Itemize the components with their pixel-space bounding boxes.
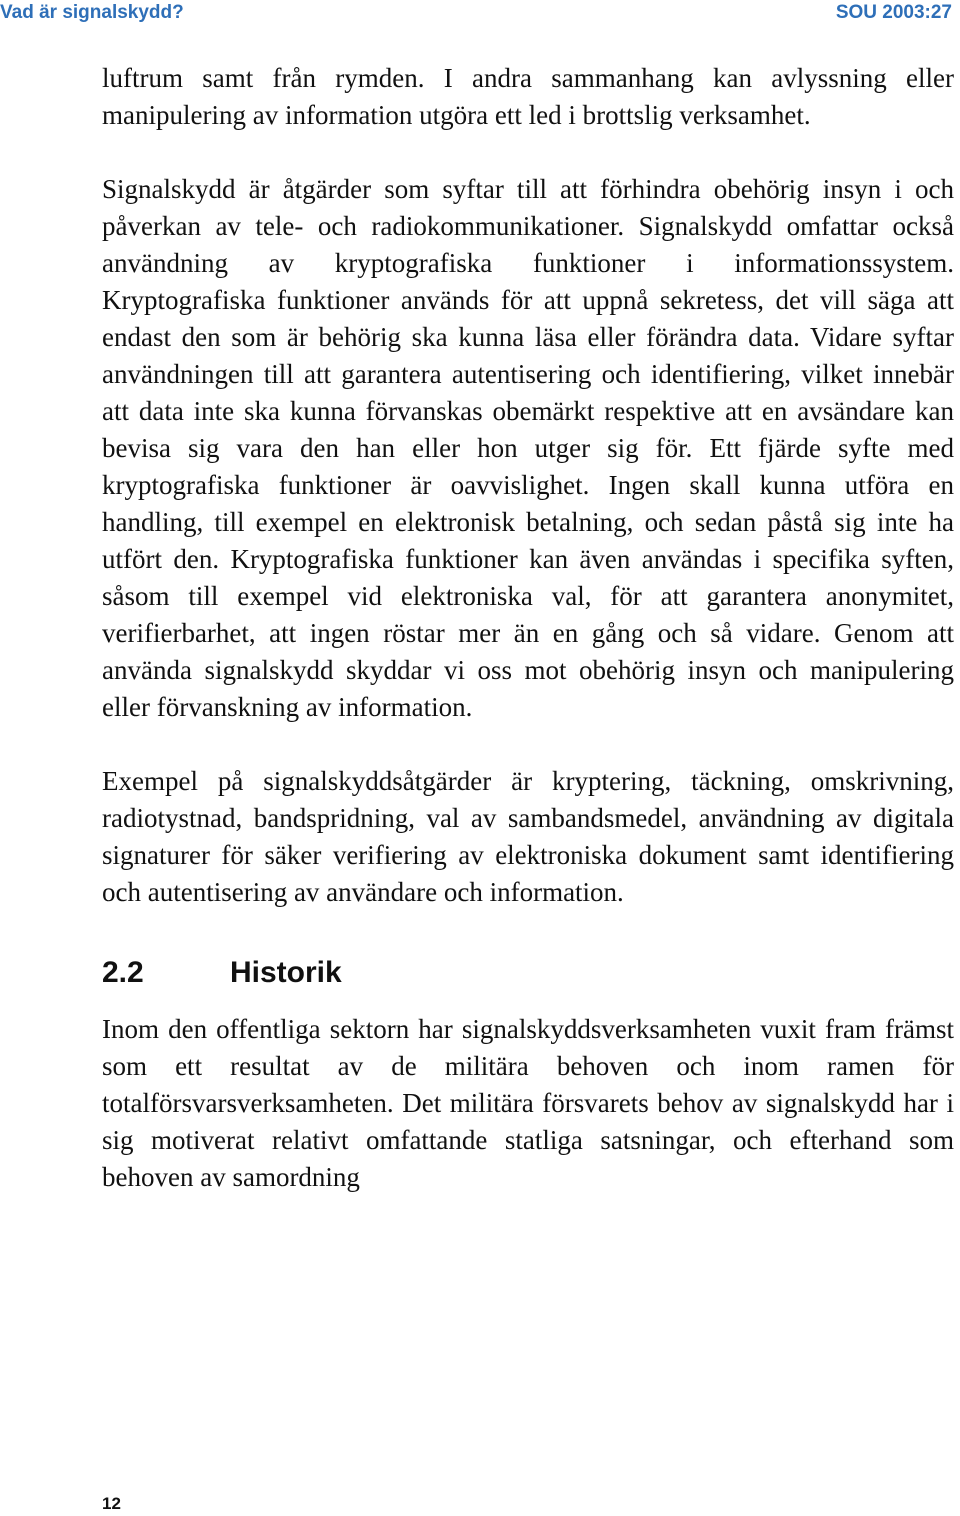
section-title: Historik — [230, 956, 342, 989]
page-number: 12 — [102, 1494, 121, 1513]
paragraph-signalskydd-examples: Exempel på signalskyddsåtgärder är kryptering, täckning, omskrivning, radiotystnad, bandspridning, val av sambandsmedel, användning av digitala signaturer för säker verifiering av elektroniska dokument samt identifiering och autentisering av användare och information. — [102, 766, 954, 907]
header-document-id: SOU 2003:27 — [835, 2, 952, 23]
paragraph-signalskydd-definition: Signalskydd är åtgärder som syftar till att förhindra obehörig insyn i och påverkan av tele- och radiokommunikationer. Signalskydd omfattar också användning av kryptografiska funktioner i informationssystem. Kryptografiska funktioner används för att uppnå sekretess, det vill säga att endast den som är behörig ska kunna läsa eller förändra data. Vidare syftar användningen till att garantera autentisering och identifiering, vilket innebär att data inte ska kunna förvanskas obemärkt respektive att en avsändare kan bevisa sig vara den han eller hon utger sig för. Ett fjärde syfte med kryptografiska funktioner är oavvislighet. Ingen skall kunna utföra en handling, till exempel en elektronisk betalning, och sedan påstå sig inte ha utfört den. Kryptografiska funktioner kan även användas i specifika syften, såsom till exempel vid elektroniska val, för att garantera anonymitet, verifierbarhet, att ingen röstar mer än en gång och så vidare. Genom att använda signalskydd skyddar vi oss mot obehörig insyn och manipulering eller förvanskning av information. — [102, 174, 954, 722]
header-chapter-title: Vad är signalskydd? — [0, 2, 184, 23]
section-number: 2.2 — [102, 956, 144, 989]
paragraph-continuation: luftrum samt från rymden. I andra sammanhang kan avlyssning eller manipulering av information utgöra ett led i brottslig verksamhet. — [102, 63, 954, 130]
running-header — [0, 2, 956, 30]
paragraph-historik: Inom den offentliga sektorn har signalskyddsverksamheten vuxit fram främst som ett resultat av de militära behoven och inom ramen för totalförsvarsverksamheten. Det militära försvarets behov av signalskydd har i sig motiverat relativt omfattande statliga satsningar, och efterhand som behoven av samordning — [102, 1014, 954, 1192]
page-body — [102, 60, 954, 1196]
section-heading — [102, 953, 954, 993]
